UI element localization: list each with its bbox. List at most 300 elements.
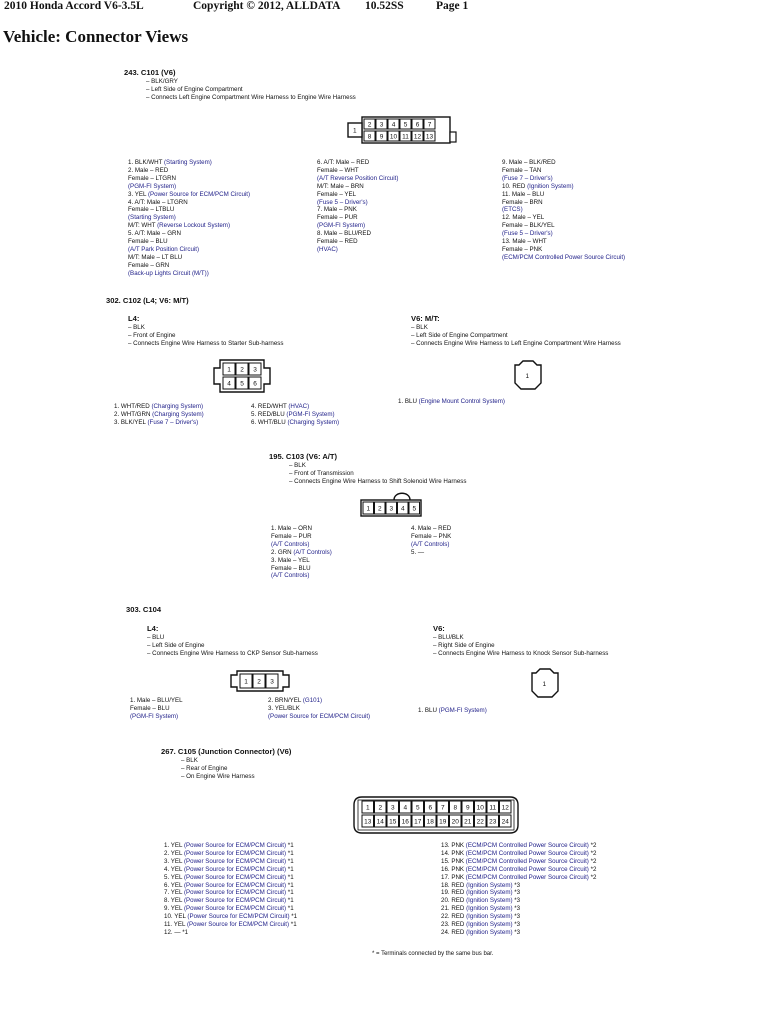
circuit-link[interactable]: (Power Source for ECM/PCM Circuit)	[147, 190, 251, 198]
c101-section	[124, 68, 356, 102]
pin-wire-text: 12. Male – YEL	[502, 214, 545, 222]
pinout-line	[317, 214, 398, 222]
pinout-line	[130, 697, 183, 705]
pinout-line	[271, 541, 332, 549]
pin-wire-text: 10. YEL	[164, 913, 188, 921]
pin-number: 1	[365, 804, 370, 812]
circuit-link[interactable]: (Ignition System)	[466, 897, 513, 905]
c103-pinout-col2	[411, 525, 451, 557]
circuit-link[interactable]: (ETCS)	[502, 206, 523, 214]
pin-wire-text: 15. PNK	[441, 857, 466, 865]
pinout-line	[251, 419, 339, 427]
pin-number: 4	[400, 505, 405, 513]
pinout-line	[411, 549, 451, 557]
pinout-line	[441, 913, 596, 921]
pin-wire-text: 11. YEL	[164, 921, 187, 929]
pinout-line	[441, 850, 596, 858]
busbar-note: *1	[286, 905, 294, 913]
circuit-link[interactable]: (A/T Reverse Position Circuit)	[317, 174, 399, 182]
pin-number: 13	[425, 133, 434, 141]
busbar-note: *1	[286, 873, 294, 881]
pin-wire-text: 20. RED	[441, 897, 467, 905]
pin-wire-text: 16. PNK	[441, 865, 466, 873]
pinout-line	[411, 525, 451, 533]
pin-number: 7	[440, 804, 445, 812]
pin-wire-text: Female – BLU	[130, 704, 170, 712]
circuit-link[interactable]: (Charging System)	[151, 403, 204, 410]
pin-wire-text: 2. YEL	[164, 849, 184, 857]
pin-wire-text: 2. BRN/YEL	[268, 697, 303, 704]
c104-l4-pinout-col2	[268, 697, 370, 721]
c102-l4-pinout-col1	[114, 403, 204, 427]
pin-number: 15	[389, 818, 397, 826]
c104-l4-connector-diagram	[231, 669, 291, 693]
c104-l4-label: L4:	[147, 624, 159, 633]
pin-number: 2	[240, 366, 244, 374]
pin-wire-text: Female – LTBLU	[128, 206, 175, 214]
busbar-note: *2	[588, 842, 597, 849]
circuit-link[interactable]: (ECM/PCM Controlled Power Source Circuit)	[465, 857, 589, 865]
pinout-line	[317, 222, 398, 230]
pinout-line	[164, 858, 297, 866]
description-line: – On Engine Wire Harness	[181, 772, 255, 780]
c102-section	[106, 296, 189, 306]
pinout-line	[502, 183, 625, 191]
circuit-link[interactable]: (PGM-FI System)	[130, 712, 179, 720]
c105-section	[161, 747, 291, 781]
page-number: Page 1	[436, 0, 469, 12]
c105-description	[181, 757, 291, 781]
c104-section	[126, 605, 161, 615]
pinout-line	[164, 874, 297, 882]
busbar-note: *2	[588, 873, 597, 881]
description-line: – Left Side of Engine	[147, 641, 205, 649]
c103-section	[269, 452, 466, 486]
busbar-note: *3	[512, 889, 521, 897]
pin-wire-text: Female – TAN	[502, 166, 542, 174]
pinout-line	[502, 222, 625, 230]
pinout-line	[502, 159, 625, 167]
pin-number: 3	[379, 121, 384, 129]
pin-wire-text: Female – BLK/YEL	[502, 222, 555, 230]
circuit-link[interactable]: (Reverse Lockout System)	[157, 222, 231, 230]
pinout-line	[441, 874, 596, 882]
circuit-link[interactable]: (Fuse 5 – Driver's)	[502, 230, 553, 238]
busbar-note: *3	[512, 921, 521, 929]
pin-wire-text: 1. WHT/RED	[114, 403, 152, 410]
pin-wire-text: 9. YEL	[164, 905, 184, 913]
pinout-line	[502, 167, 625, 175]
circuit-link[interactable]: (Power Source for ECM/PCM Circuit)	[183, 865, 287, 873]
circuit-link[interactable]: (G101)	[302, 697, 323, 704]
circuit-link[interactable]: (Power Source for ECM/PCM Circuit)	[183, 842, 287, 849]
pin-wire-text: 1. BLU	[398, 398, 419, 405]
c102-v6-connector-diagram	[511, 361, 545, 391]
pin-number: 3	[389, 505, 394, 513]
pin-number: 12	[413, 133, 422, 141]
pin-wire-text: M/T: WHT	[128, 222, 158, 230]
busbar-note: *1	[286, 897, 294, 905]
busbar-note: *1	[286, 881, 294, 889]
circuit-link[interactable]: (Ignition System)	[466, 889, 513, 897]
pinout-line	[271, 572, 332, 580]
pin-wire-text: 7. Male – PNK	[317, 206, 357, 214]
pin-wire-text: 8. Male – BLU/RED	[317, 230, 371, 238]
pin-wire-text: Female – YEL	[317, 190, 357, 198]
pinout-line	[418, 707, 487, 715]
pin-wire-text: 14. PNK	[441, 849, 466, 857]
circuit-link[interactable]: (ECM/PCM Controlled Power Source Circuit)	[465, 842, 589, 849]
busbar-note: *1	[286, 842, 294, 849]
circuit-link[interactable]: (A/T Controls)	[411, 540, 450, 548]
circuit-link[interactable]: (Fuse 7 – Driver's)	[147, 418, 199, 426]
circuit-link[interactable]: (Engine Mount Control System)	[418, 398, 505, 405]
pinout-line	[411, 541, 451, 549]
c101-pinout-col2	[317, 159, 398, 254]
circuit-link[interactable]: (A/T Controls)	[271, 572, 310, 580]
pin-number: 9	[465, 804, 470, 812]
c101-description	[146, 78, 356, 102]
busbar-note: *3	[512, 897, 521, 905]
page-title: Vehicle: Connector Views	[3, 27, 189, 46]
pinout-line	[441, 882, 596, 890]
circuit-link[interactable]: (PGM-FI System)	[128, 182, 177, 190]
busbar-note: *3	[512, 928, 521, 936]
circuit-link[interactable]: (Ignition System)	[466, 881, 513, 889]
pinout-line	[271, 533, 332, 541]
busbar-note: *1	[289, 913, 298, 921]
pin-number: 12	[501, 804, 509, 812]
circuit-link[interactable]: (ECM/PCM Controlled Power Source Circuit)	[502, 253, 626, 261]
pin-number: 8	[453, 804, 458, 812]
pinout-line	[271, 565, 332, 573]
pinout-line	[164, 842, 297, 850]
pin-wire-text: 7. YEL	[164, 889, 184, 897]
circuit-link[interactable]: (PGM-FI System)	[438, 707, 487, 714]
pinout-line	[271, 557, 332, 565]
circuit-link[interactable]: (Charging System)	[152, 410, 204, 418]
pin-number: 14	[376, 818, 384, 826]
c101-pinout-col1	[128, 159, 250, 278]
c104-v6-label: V6:	[433, 624, 445, 633]
pin-number: 1	[227, 366, 231, 374]
pinout-line	[114, 411, 204, 419]
circuit-link[interactable]: (Starting System)	[164, 159, 212, 166]
pinout-line	[128, 167, 250, 175]
pinout-line	[441, 897, 596, 905]
c102-l4-connector-diagram	[212, 360, 274, 394]
pin-wire-text: 3. YEL	[128, 190, 148, 198]
pin-wire-text: 8. YEL	[164, 897, 184, 905]
circuit-link[interactable]: (Charging System)	[287, 418, 340, 426]
pinout-line	[251, 411, 339, 419]
pin-wire-text: 2. WHT/GRN	[114, 410, 153, 418]
circuit-link[interactable]: (Ignition System)	[527, 182, 574, 190]
pinout-line	[130, 705, 183, 713]
pin-number: 2	[377, 505, 382, 513]
circuit-link[interactable]: (Power Source for ECM/PCM Circuit)	[268, 712, 371, 720]
pin-number: 20	[451, 818, 459, 826]
pin-number: 9	[379, 133, 384, 141]
pinout-line	[164, 882, 297, 890]
vehicle-label: 2010 Honda Accord V6-3.5L	[4, 0, 144, 12]
busbar-note: *3	[512, 881, 521, 889]
pin-wire-text: Female – BLU	[271, 564, 311, 572]
busbar-note: *1	[289, 921, 297, 929]
pin-wire-text: 23. RED	[441, 921, 467, 929]
circuit-link[interactable]: (Ignition System)	[466, 928, 513, 936]
pin-number: 24	[501, 818, 509, 826]
pinout-line	[441, 929, 596, 937]
pinout-line	[128, 246, 250, 254]
pinout-line	[114, 403, 204, 411]
busbar-note: *3	[512, 913, 521, 921]
pinout-line	[441, 842, 596, 850]
circuit-link[interactable]: (Power Source for ECM/PCM Circuit)	[186, 921, 290, 929]
pinout-line	[164, 866, 297, 874]
pinout-line	[128, 159, 250, 167]
pinout-line	[128, 191, 250, 199]
circuit-link[interactable]: (Fuse 5 – Driver's)	[317, 198, 368, 206]
pinout-line	[441, 858, 596, 866]
pin-wire-text: 2. GRN	[271, 548, 294, 556]
circuit-link[interactable]: (Power Source for ECM/PCM Circuit)	[183, 905, 287, 913]
circuit-link[interactable]: (Ignition System)	[466, 913, 513, 921]
pin-number: 3	[270, 678, 274, 686]
pin-wire-text: Female – PNK	[502, 245, 543, 253]
description-line: – Left Side of Engine Compartment	[146, 85, 243, 93]
pinout-line	[128, 183, 250, 191]
circuit-link[interactable]: (HVAC)	[288, 403, 310, 410]
pin-number: 11	[402, 133, 409, 141]
c103-pinout-col1	[271, 525, 332, 580]
c102-l4-description	[128, 324, 283, 348]
pinout-line	[502, 230, 625, 238]
pin-wire-text: 1. BLK/WHT	[128, 159, 164, 166]
pin-number: 7	[427, 121, 432, 129]
pin-wire-text: 17. PNK	[441, 873, 466, 881]
pin-wire-text: 3. YEL/BLK	[268, 704, 300, 712]
pin-number: 5	[403, 121, 408, 129]
c104-v6-connector-diagram	[528, 669, 562, 699]
pin-wire-text: 12. — *1	[164, 928, 189, 936]
pin-number: 2	[367, 121, 372, 129]
circuit-link[interactable]: (Power Source for ECM/PCM Circuit)	[183, 881, 287, 889]
pinout-line	[164, 913, 297, 921]
pin-wire-text: 1. Male – BLU/YEL	[130, 697, 183, 704]
pin-number: 6	[428, 804, 433, 812]
c104-title: 303. C104	[126, 605, 162, 614]
pin-number: 5	[240, 380, 244, 388]
c105-pinout-col1	[164, 842, 297, 937]
c102-v6-description	[411, 324, 621, 348]
version-label: 10.52SS	[365, 0, 404, 12]
circuit-link[interactable]: (Power Source for ECM/PCM Circuit)	[183, 873, 287, 881]
pinout-line	[502, 254, 625, 262]
circuit-link[interactable]: (Power Source for ECM/PCM Circuit)	[187, 913, 290, 921]
c102-v6-pin-1: 1	[525, 373, 530, 380]
pin-wire-text: Female – LTGRN	[128, 174, 177, 182]
description-line: – Right Side of Engine	[433, 641, 495, 649]
pin-number: 5	[415, 804, 420, 812]
pin-wire-text: 4. Male – RED	[411, 525, 452, 532]
circuit-link[interactable]: (HVAC)	[317, 245, 338, 253]
description-line: – Connects Engine Wire Harness to CKP Sensor Sub-harness	[147, 649, 318, 657]
description-line: – Connects Left Engine Compartment Wire Harness to Engine Wire Harness	[146, 93, 356, 101]
c104-v6-pinout	[418, 707, 487, 715]
pin-number: 6	[415, 121, 420, 129]
pin-wire-text: 5. —	[411, 548, 425, 556]
c102-l4-pinout-col2	[251, 403, 339, 427]
pinout-line	[271, 549, 332, 557]
busbar-note: *2	[588, 849, 597, 857]
pinout-line	[164, 929, 297, 937]
pinout-line	[251, 403, 339, 411]
pinout-line	[164, 921, 297, 929]
pinout-line	[502, 206, 625, 214]
busbar-note: *1	[286, 849, 294, 857]
pin-wire-text: Female – PUR	[271, 532, 312, 540]
pin-wire-text: Female – RED	[317, 238, 358, 246]
description-line: – BLK	[128, 324, 145, 331]
description-line: – BLK	[411, 324, 428, 331]
circuit-link[interactable]: (A/T Park Position Circuit)	[128, 245, 200, 253]
circuit-link[interactable]: (Back-up Lights Circuit (M/T))	[128, 269, 209, 277]
c104-l4-description	[147, 634, 318, 658]
circuit-link[interactable]: (Power Source for ECM/PCM Circuit)	[183, 897, 287, 905]
pinout-line	[317, 238, 398, 246]
pin-number: 2	[257, 678, 261, 686]
pin-wire-text: 10. RED	[502, 182, 528, 190]
circuit-link[interactable]: (Power Source for ECM/PCM Circuit)	[183, 889, 287, 897]
c105-pinout-col2	[441, 842, 596, 937]
circuit-link[interactable]: (Fuse 7 – Driver's)	[502, 174, 553, 182]
circuit-link[interactable]: (ECM/PCM Controlled Power Source Circuit)	[465, 873, 589, 881]
busbar-note: *2	[588, 865, 597, 873]
c103-connector-diagram	[360, 492, 422, 518]
pin-number: 5	[412, 505, 417, 513]
c104-v6-pin-1: 1	[542, 681, 547, 688]
pin-number: 4	[403, 804, 408, 812]
pinout-line	[317, 246, 398, 254]
pin-number: 11	[489, 804, 497, 812]
c103-description	[289, 462, 466, 486]
pin-wire-text: 21. RED	[441, 905, 467, 913]
circuit-link[interactable]: (PGM-FI System)	[317, 222, 366, 230]
description-line: – BLK	[181, 757, 198, 764]
c104-v6-block	[433, 624, 608, 658]
pin-wire-text: Female – GRN	[128, 261, 170, 269]
c103-title: 195. C103 (V6: A/T)	[269, 452, 338, 461]
pinout-line	[268, 705, 370, 713]
circuit-link[interactable]: (ECM/PCM Controlled Power Source Circuit)	[465, 865, 589, 873]
description-line: – BLK	[289, 462, 306, 469]
pinout-line	[317, 199, 398, 207]
pin-wire-text: 1. Male – ORN	[271, 525, 312, 532]
c102-l4-label: L4:	[128, 314, 140, 323]
circuit-link[interactable]: (Starting System)	[128, 214, 176, 222]
circuit-link[interactable]: (Ignition System)	[466, 921, 513, 929]
pinout-line	[128, 214, 250, 222]
circuit-link[interactable]: (Power Source for ECM/PCM Circuit)	[183, 857, 287, 865]
pin-wire-text: 5. RED/BLU	[251, 410, 287, 418]
pin-number: 2	[378, 804, 383, 812]
c105-footnote: * = Terminals connected by the same bus bar.	[372, 951, 494, 957]
pin-wire-text: 1. YEL	[164, 842, 184, 849]
description-line: – Left Side of Engine Compartment	[411, 331, 508, 339]
pin-number: 4	[391, 121, 396, 129]
pinout-line	[441, 905, 596, 913]
c101-pin-1: 1	[353, 127, 357, 135]
pinout-line	[164, 850, 297, 858]
circuit-link[interactable]: (ECM/PCM Controlled Power Source Circuit)	[465, 849, 589, 857]
pinout-line	[317, 159, 398, 167]
pin-wire-text: 3. BLK/YEL	[114, 418, 148, 426]
pinout-line	[268, 713, 370, 721]
pinout-line	[502, 175, 625, 183]
pin-wire-text: Female – PNK	[411, 532, 452, 540]
busbar-note: *1	[286, 865, 294, 873]
pinout-line	[502, 191, 625, 199]
pinout-line	[128, 262, 250, 270]
pin-number: 16	[401, 818, 409, 826]
pin-wire-text: 4. RED/WHT	[251, 403, 289, 410]
circuit-link[interactable]: (Ignition System)	[466, 905, 513, 913]
c102-v6-pinout	[398, 398, 505, 406]
c102-l4-block	[128, 314, 283, 348]
pin-wire-text: 3. Male – YEL	[271, 556, 310, 564]
pinout-line	[502, 199, 625, 207]
pinout-line	[128, 254, 250, 262]
pin-wire-text: M/T: Male – BRN	[317, 182, 364, 190]
pin-number: 13	[364, 818, 372, 826]
pinout-line	[271, 525, 332, 533]
c104-l4-pinout-col1	[130, 697, 183, 721]
pinout-line	[128, 238, 250, 246]
pin-number: 1	[366, 505, 371, 513]
circuit-link[interactable]: (A/T Controls)	[293, 548, 332, 556]
pin-number: 19	[439, 818, 447, 826]
page-header	[4, 0, 768, 14]
pinout-line	[128, 175, 250, 183]
description-line: – BLU	[147, 634, 165, 641]
description-line: – Front of Transmission	[289, 469, 354, 477]
pin-wire-text: 6. WHT/BLU	[251, 418, 288, 426]
circuit-link[interactable]: (Power Source for ECM/PCM Circuit)	[183, 849, 287, 857]
pinout-line	[441, 921, 596, 929]
description-line: – Front of Engine	[128, 331, 176, 339]
description-line: – Connects Engine Wire Harness to Starter Sub-harness	[128, 339, 284, 347]
circuit-link[interactable]: (PGM-FI System)	[286, 410, 335, 418]
pinout-line	[128, 270, 250, 278]
pinout-line	[398, 398, 505, 406]
pin-number: 22	[476, 818, 484, 826]
pinout-line	[317, 183, 398, 191]
pin-number: 3	[390, 804, 395, 812]
c105-connector-diagram	[352, 796, 522, 834]
pin-wire-text: Female – BRN	[502, 198, 543, 206]
pin-wire-text: 3. YEL	[164, 857, 184, 865]
busbar-note: *1	[286, 857, 294, 865]
pin-wire-text: 13. PNK	[441, 842, 466, 849]
circuit-link[interactable]: (A/T Controls)	[271, 540, 310, 548]
pin-wire-text: 11. Male – BLU	[502, 190, 545, 198]
pin-number: 21	[464, 818, 472, 826]
pin-wire-text: 18. RED	[441, 881, 467, 889]
busbar-note: *1	[286, 889, 294, 897]
pin-number: 8	[367, 133, 372, 141]
pin-wire-text: 13. Male – WHT	[502, 238, 547, 246]
